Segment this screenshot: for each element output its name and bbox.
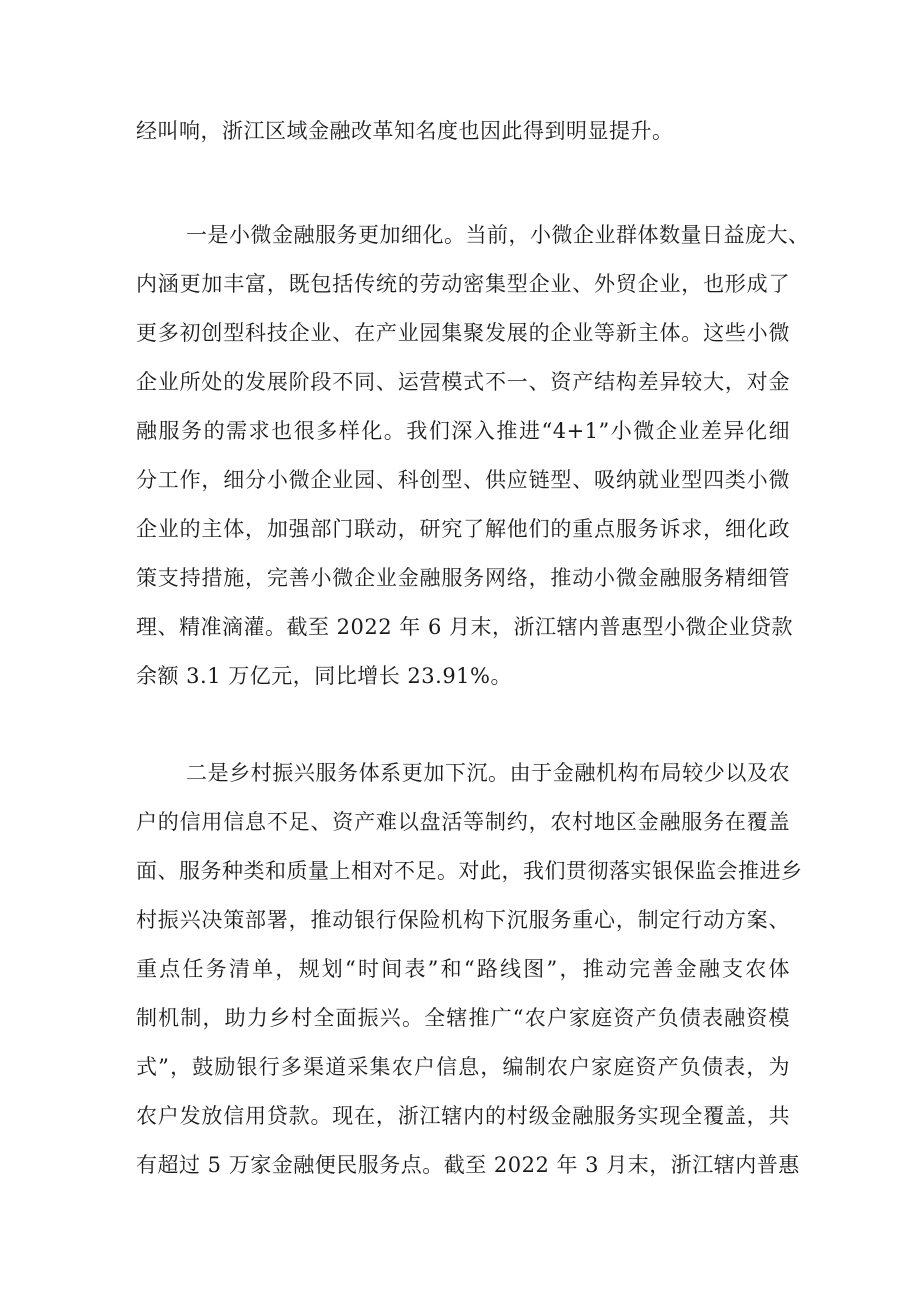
paragraph-line: 余额 3.1 万亿元，同比增长 23.91%。: [136, 664, 512, 688]
paragraph-line: 内涵更加丰富，既包括传统的劳动密集型企业、外贸企业，也形成了: [136, 272, 790, 296]
paragraph-line: 策支持措施，完善小微企业金融服务网络，推动小微金融服务精细管: [136, 566, 790, 590]
paragraph-line: 重点任务清单，规划“时间表”和“路线图”，推动完善金融支农体: [136, 957, 790, 981]
paragraph-line: 户的信用信息不足、资产难以盘活等制约，农村地区金融服务在覆盖: [136, 810, 790, 834]
paragraph-line: 二是乡村振兴服务体系更加下沉。由于金融机构布局较少以及农: [186, 761, 790, 785]
paragraph-line: 村振兴决策部署，推动银行保险机构下沉服务重心，制定行动方案、: [136, 908, 790, 932]
paragraph-line: 更多初创型科技企业、在产业园集聚发展的企业等新主体。这些小微: [136, 321, 790, 345]
intro-line: 经叫响，浙江区域金融改革知名度也因此得到明显提升。: [136, 119, 674, 143]
paragraph-line: 式”，鼓励银行多渠道采集农户信息，编制农户家庭资产负债表，为: [136, 1055, 790, 1079]
paragraph-line: 企业所处的发展阶段不同、运营模式不一、资产结构差异较大，对金: [136, 370, 790, 394]
paragraph-line: 企业的主体，加强部门联动，研究了解他们的重点服务诉求，细化政: [136, 517, 790, 541]
paragraph-line: 理、精准滴灌。截至 2022 年 6 月末，浙江辖内普惠型小微企业贷款: [136, 615, 794, 639]
paragraph-line: 融服务的需求也很多样化。我们深入推进“4+1”小微企业差异化细: [136, 419, 790, 443]
paragraph-line: 制机制，助力乡村全面振兴。全辖推广“农户家庭资产负债表融资模: [136, 1006, 790, 1030]
paragraph-line: 分工作，细分小微企业园、科创型、供应链型、吸纳就业型四类小微: [136, 468, 790, 492]
paragraph-line: 农户发放信用贷款。现在，浙江辖内的村级金融服务实现全覆盖，共: [136, 1104, 790, 1128]
paragraph-line: 一是小微金融服务更加细化。当前，小微企业群体数量日益庞大、: [186, 223, 810, 247]
paragraph-line: 面、服务种类和质量上相对不足。对此，我们贯彻落实银保监会推进乡: [136, 859, 803, 883]
paragraph-line: 有超过 5 万家金融便民服务点。截至 2022 年 3 月末，浙江辖内普惠: [136, 1153, 800, 1177]
